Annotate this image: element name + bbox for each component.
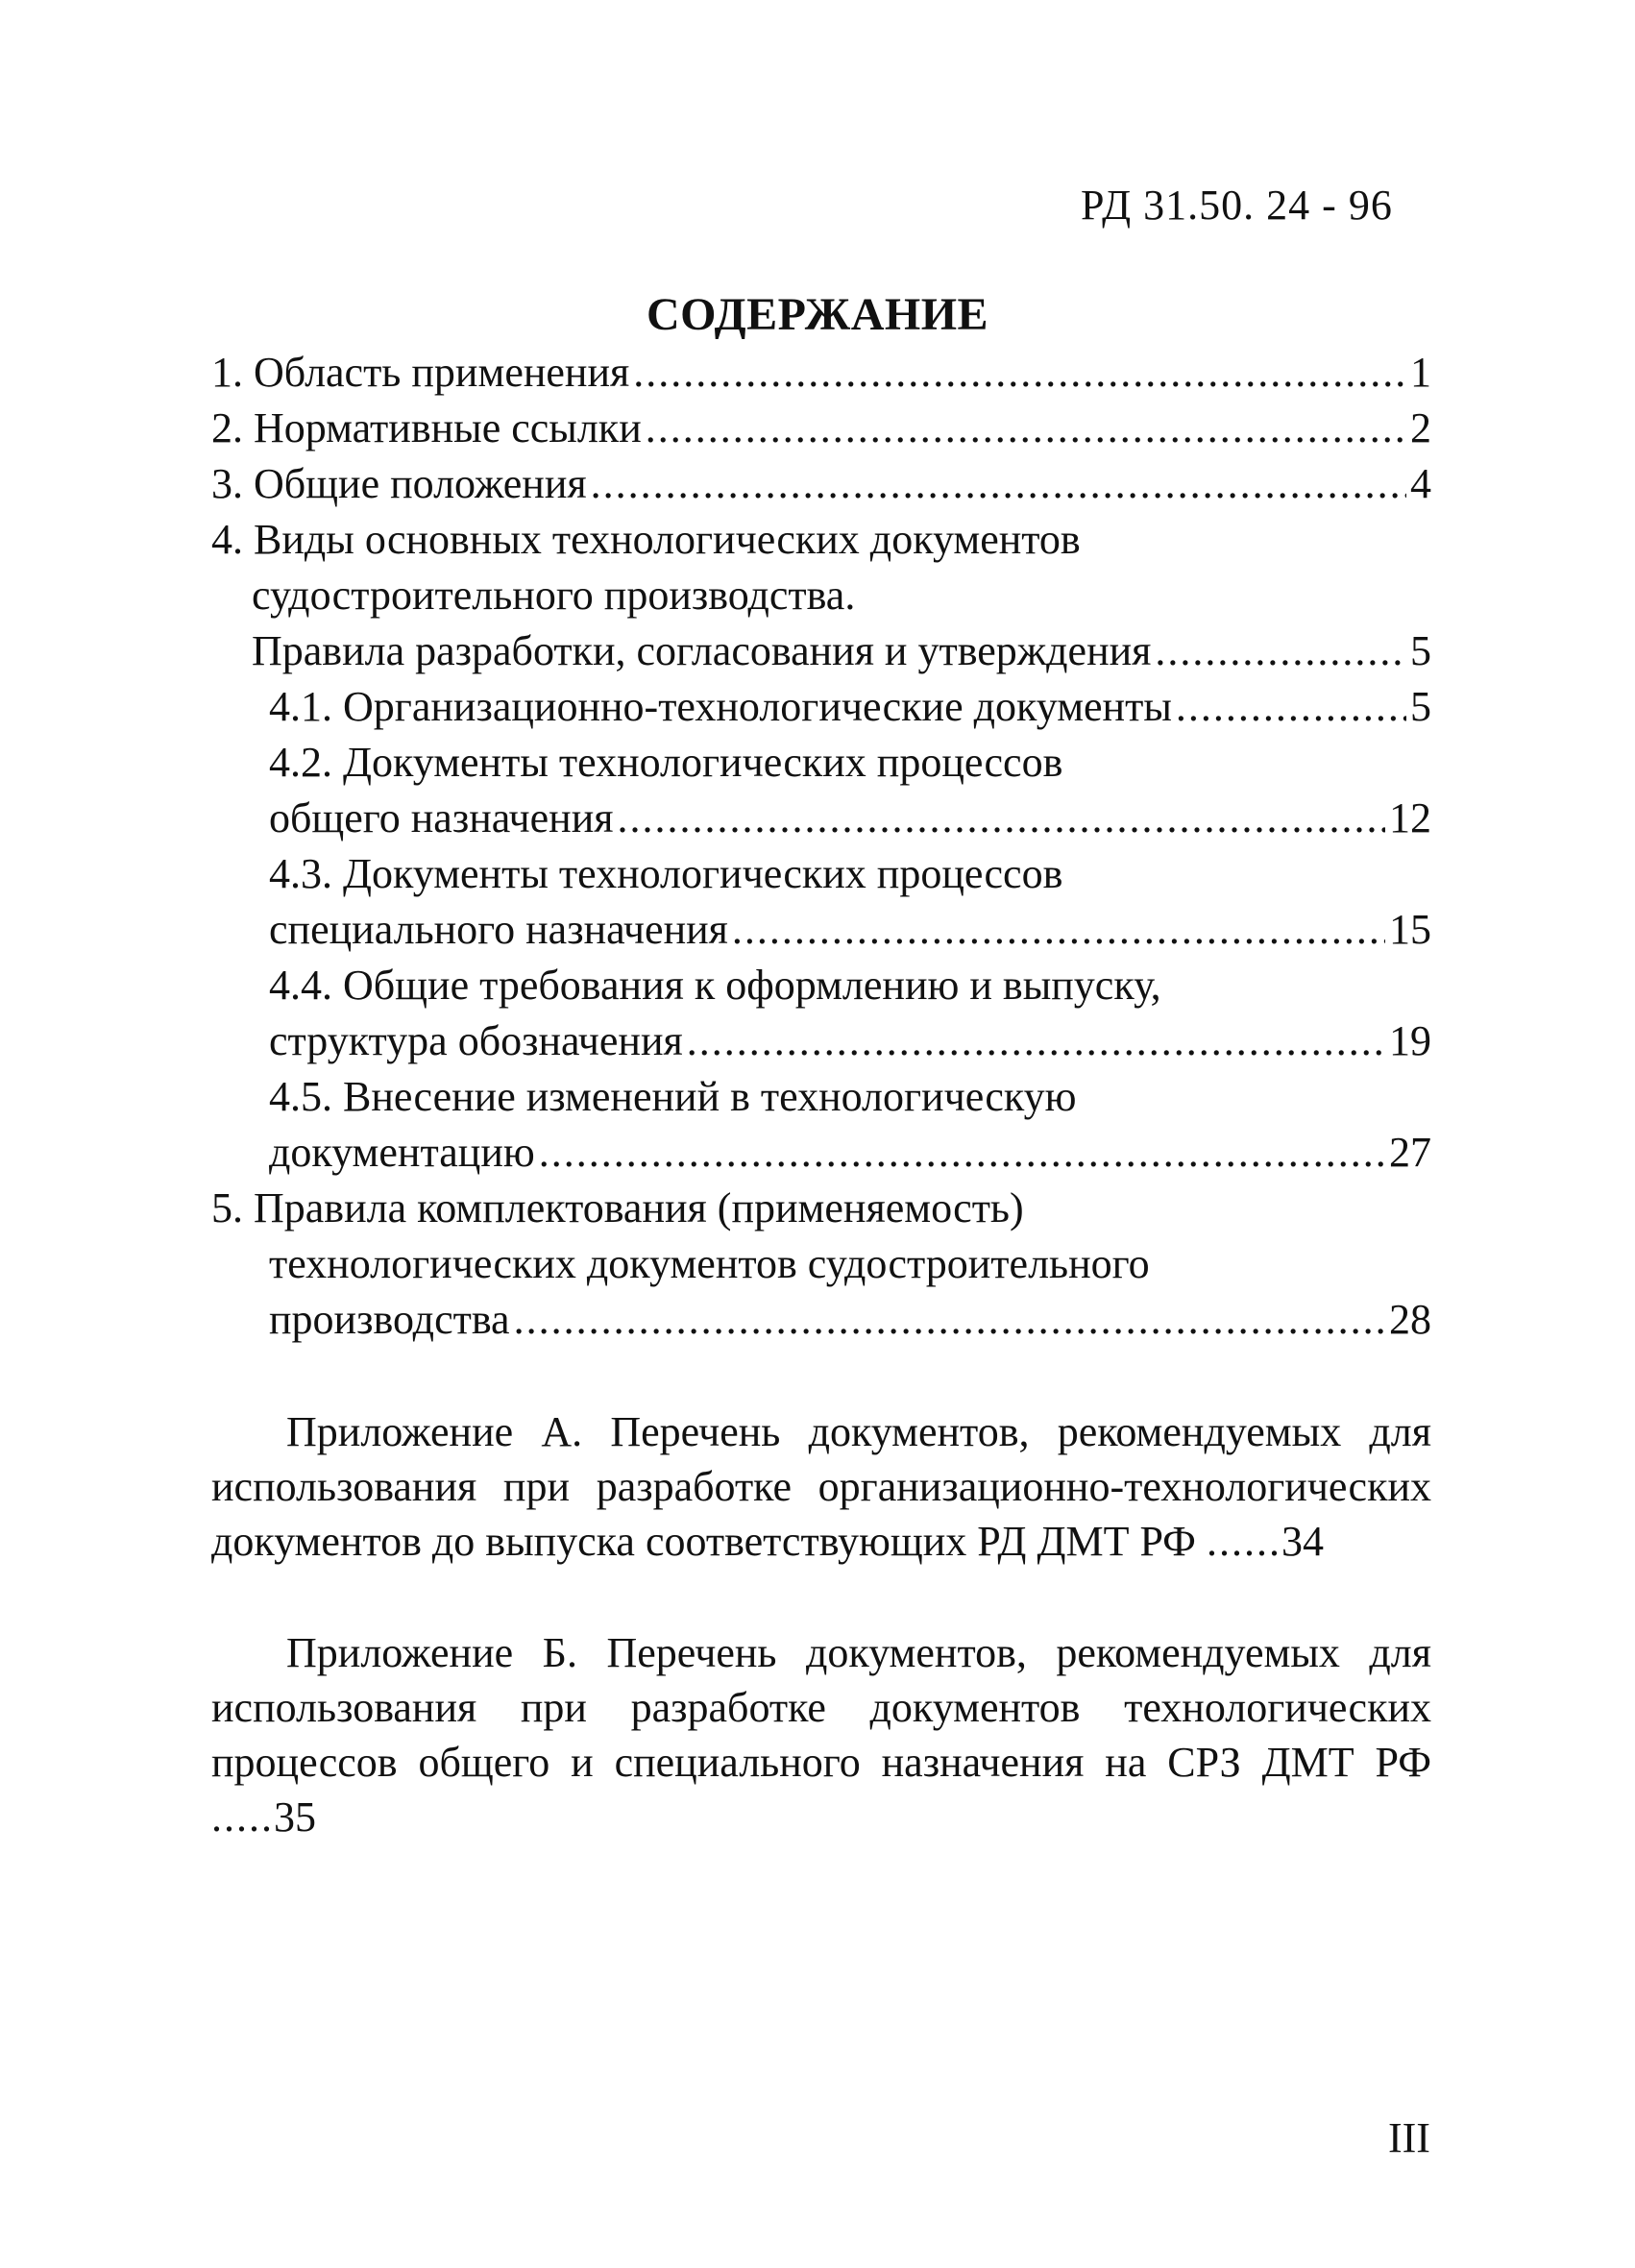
toc-page-number: 28 xyxy=(1389,1296,1431,1343)
toc-entry-label: 4. Виды основных технологических документов xyxy=(211,516,1081,563)
toc-page-number: 12 xyxy=(1389,794,1431,841)
leader-dots xyxy=(539,1126,1385,1180)
toc-entry-label: 4.5. Внесение изменений в технологическую xyxy=(269,1073,1077,1120)
appendix-text: Приложение Б. Перечень документов, рекомендуемых для использования при разработке документов технологических процессов общего и специального назначения на СРЗ ДМТ РФ xyxy=(211,1629,1431,1786)
toc-entry xyxy=(269,1126,1431,1180)
toc-entry-label: структура обозначения xyxy=(269,1017,683,1064)
toc-entry xyxy=(269,680,1431,734)
toc-entry-label: 4.2. Документы технологических процессов xyxy=(269,739,1063,786)
toc-entry xyxy=(252,624,1431,678)
appendix-b xyxy=(211,1625,1431,1844)
leader-dots xyxy=(514,1293,1385,1347)
leader-dots xyxy=(618,792,1385,845)
toc-entry-label: Правила разработки, согласования и утверждения xyxy=(252,627,1152,674)
toc-entry xyxy=(269,1293,1431,1347)
toc-entry xyxy=(211,457,1431,511)
toc-page-number: 27 xyxy=(1389,1129,1431,1176)
toc-page-number: 5 xyxy=(1410,627,1431,674)
toc-entry-label: 4.1. Организационно-технологические документы xyxy=(269,683,1172,730)
toc-entry-label: 1. Область применения xyxy=(211,349,630,396)
leader-dots: ...... xyxy=(1206,1518,1281,1565)
toc-entry xyxy=(211,346,1431,400)
toc-entry-label: 4.4. Общие требования к оформлению и выпуску, xyxy=(269,962,1161,1009)
leader-dots xyxy=(732,903,1385,957)
toc-page-number: 15 xyxy=(1389,906,1431,953)
leader-dots: ..... xyxy=(211,1793,274,1841)
leader-dots xyxy=(591,457,1406,511)
toc-page-number: 2 xyxy=(1410,404,1431,451)
toc-entry-label: технологических документов судостроительного xyxy=(269,1240,1150,1287)
toc-entry-label: производства xyxy=(269,1296,510,1343)
page-number: III xyxy=(1388,2114,1430,2161)
toc-entry-label: 2. Нормативные ссылки xyxy=(211,404,642,451)
toc-entry-label: 4.3. Документы технологических процессов xyxy=(269,850,1063,897)
toc-page-number: 1 xyxy=(1410,349,1431,396)
toc-entry xyxy=(211,402,1431,455)
toc-entry-label: 5. Правила комплектования (применяемость) xyxy=(211,1184,1024,1232)
toc-page-number: 4 xyxy=(1410,460,1431,507)
appendix-page-number: 34 xyxy=(1281,1518,1324,1565)
toc-entry-label: специального назначения xyxy=(269,906,728,953)
leader-dots xyxy=(687,1014,1385,1068)
leader-dots xyxy=(1155,624,1406,678)
leader-dots xyxy=(633,346,1406,400)
appendix-text: Приложение А. Перечень документов, рекомендуемых для использования при разработке организационно-технологических документов до выпуска соответствующих РД ДМТ РФ xyxy=(211,1408,1431,1565)
toc-entry xyxy=(269,903,1431,957)
toc-entry-label: документацию xyxy=(269,1129,535,1176)
toc-title: СОДЕРЖАНИЕ xyxy=(646,289,989,340)
document-code: РД 31.50. 24 - 96 xyxy=(1081,182,1393,229)
toc-entry-label: судостроительного производства. xyxy=(252,572,856,619)
toc-page-number: 19 xyxy=(1389,1017,1431,1064)
toc-entry xyxy=(269,1014,1431,1068)
toc-entry-label: 3. Общие положения xyxy=(211,460,587,507)
toc-entry-label: общего назначения xyxy=(269,794,614,841)
leader-dots xyxy=(646,402,1406,455)
leader-dots xyxy=(1176,680,1406,734)
toc-entry xyxy=(269,792,1431,845)
toc-page-number: 5 xyxy=(1410,683,1431,730)
appendix-a xyxy=(211,1404,1431,1569)
appendix-page-number: 35 xyxy=(274,1793,316,1841)
